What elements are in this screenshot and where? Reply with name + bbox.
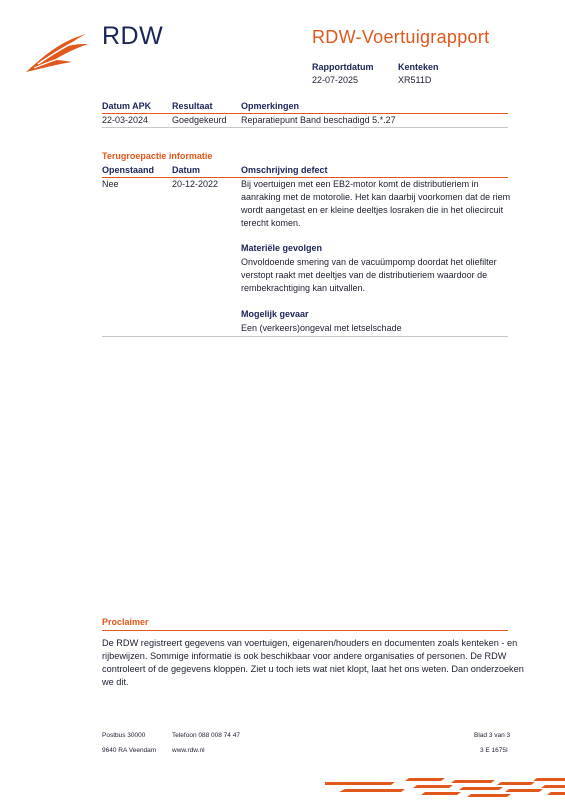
consequences-line: rembekrachtiging kan uitvallen. [241,283,366,293]
footer-postbus: Postbus 30000 [102,732,146,739]
license-plate-label: Kenteken [398,62,439,72]
apk-header-date: Datum APK [102,101,152,111]
recall-header-open: Openstaand [102,165,155,175]
recall-defect-line: wordt aangetast en er kleine deeltjes losraken die in het oliecircuit [241,205,504,215]
recall-date-value: 20-12-2022 [172,179,219,189]
consequences-line: verstopt raakt met deeltjes van de distributieriem waardoor de [241,270,488,280]
recall-title: Terugroepactie informatie [102,151,213,161]
apk-header-remarks: Opmerkingen [241,101,300,111]
speed-stripes-icon [325,770,565,800]
consequences-title: Materiële gevolgen [241,243,323,253]
recall-row-rule [102,336,508,337]
rdw-logo-icon [24,28,90,74]
proclaimer-line: rijbewijzen. Sommige informatie is ook beschikbaar voor andere organisaties of personen. De RDW [102,651,507,661]
apk-row-remarks: Reparatiepunt Band beschadigd 5.*.27 [241,115,396,125]
footer-website-link[interactable]: www.rdw.nl [172,747,205,754]
report-date-value: 22-07-2025 [312,75,359,85]
proclaimer-line: we dit. [102,677,129,687]
proclaimer-title: Proclaimer [102,617,149,627]
proclaimer-line: De RDW registreert gegevens van voertuigen, eigenaren/houders en documenten zoals kenteken - en [102,638,518,648]
recall-header-date: Datum [172,165,201,175]
footer-city: 9640 RA Veendam [102,747,157,754]
apk-row-rule [102,127,508,128]
footer-phone: Telefoon 088 008 74 47 [172,732,240,739]
recall-header-defect: Omschrijving defect [241,165,328,175]
recall-defect-line: terecht komen. [241,218,301,228]
recall-open-value: Nee [102,179,119,189]
recall-defect-line: aanraking met de motorolie. Het kan daarbij voorkomen dat de riem [241,192,511,202]
danger-title: Mogelijk gevaar [241,309,309,319]
footer-document-code: 3 E 1675I [480,747,508,754]
apk-row-date: 22-03-2024 [102,115,149,125]
license-plate-value: XR511D [398,75,432,85]
proclaimer-rule [102,630,508,631]
footer-page-number: Blad 3 van 3 [474,732,511,739]
recall-defect-line: Bij voertuigen met een EB2-motor komt de distributieriem in [241,179,479,189]
report-date-label: Rapportdatum [312,62,374,72]
danger-text: Een (verkeers)ongeval met letselschade [241,323,402,333]
report-title: RDW-Voertuigrapport [312,27,490,47]
apk-row-result: Goedgekeurd [172,115,227,125]
proclaimer-line: controleert of de gegevens kloppen. Ziet u toch iets wat niet klopt, laat het ons weten. Dan onderzoeken [102,664,524,674]
apk-header-result: Resultaat [172,101,213,111]
consequences-line: Onvoldoende smering van de vacuümpomp doordat het oliefilter [241,257,497,267]
logo-text: RDW [102,22,164,50]
